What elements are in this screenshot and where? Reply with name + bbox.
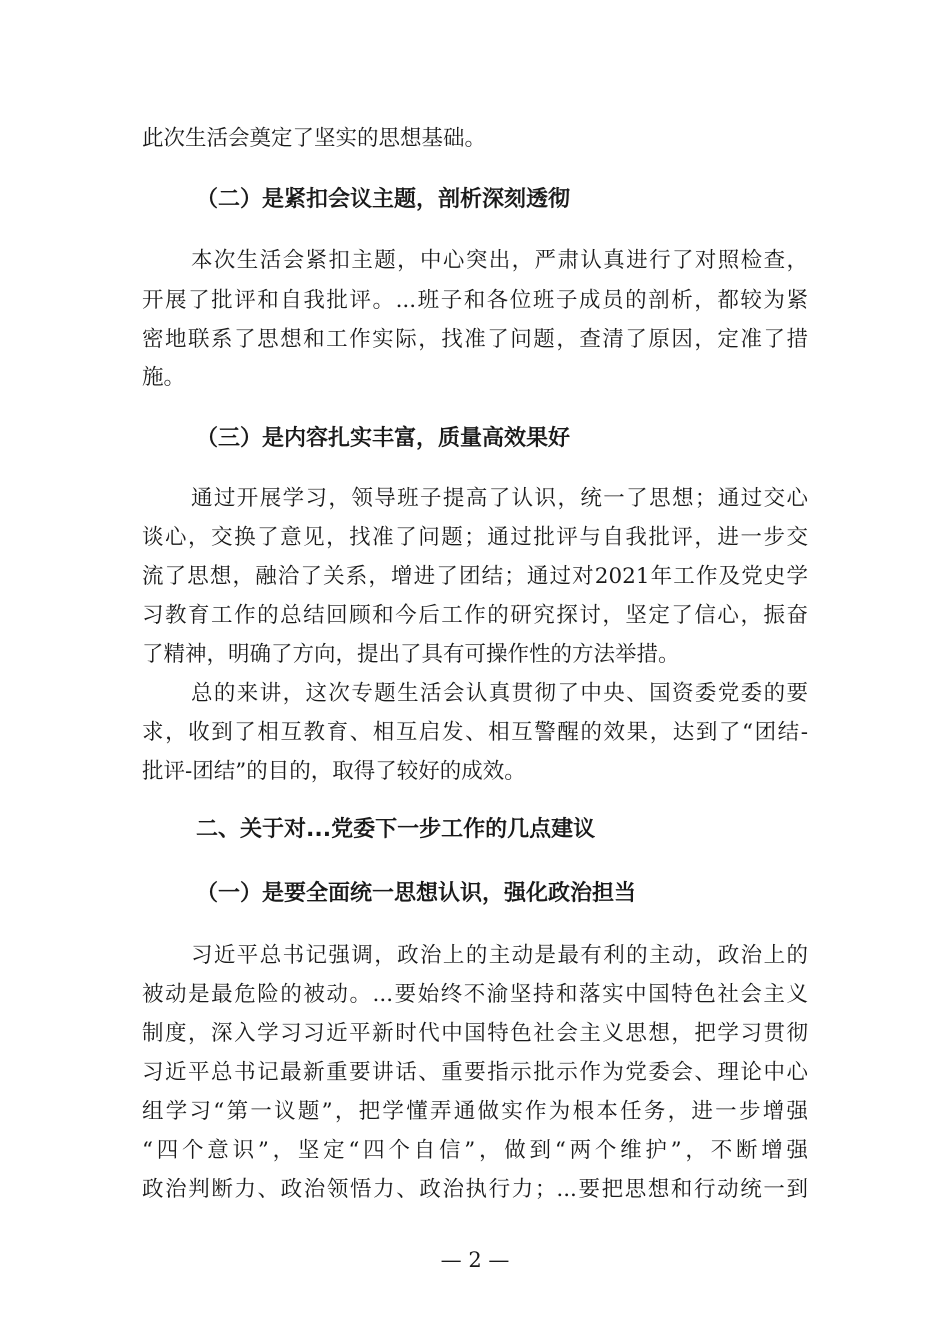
paragraph-line: 了精神，明确了方向，提出了具有可操作性的方法举措。 (142, 642, 680, 667)
paragraph-line: 本次生活会紧扣主题，中心突出，严肃认真进行了对照检查， (191, 248, 808, 273)
subsection-heading: （二）是紧扣会议主题，剖析深刻透彻 (196, 187, 571, 212)
paragraph-line: 通过开展学习，领导班子提高了认识，统一了思想；通过交心 (191, 486, 808, 511)
page-number: — 2 — (440, 1248, 510, 1272)
paragraph-line: 习近平总书记最新重要讲话、重要指示批示作为党委会、理论中心 (142, 1060, 808, 1085)
paragraph-line: 施。 (142, 365, 186, 390)
paragraph-line: 求，收到了相互教育、相互启发、相互警醒的效果，达到了“团结- (142, 720, 808, 745)
paragraph-line: 批评-团结”的目的，取得了较好的成效。 (142, 759, 526, 784)
paragraph-line: 习教育工作的总结回顾和今后工作的研究探讨，坚定了信心，振奋 (142, 603, 808, 628)
paragraph-line: 总的来讲，这次专题生活会认真贯彻了中央、国资委党委的要 (191, 681, 808, 706)
section-heading: 二、关于对...党委下一步工作的几点建议 (196, 817, 596, 842)
paragraph-line: 流了思想，融洽了关系，增进了团结；通过对2021年工作及党史学 (142, 564, 808, 589)
paragraph-line: 开展了批评和自我批评。...班子和各位班子成员的剖析，都较为紧 (142, 288, 808, 313)
paragraph-line: 被动是最危险的被动。...要始终不渝坚持和落实中国特色社会主义 (142, 982, 808, 1007)
subsection-heading: （一）是要全面统一思想认识，强化政治担当 (196, 881, 637, 906)
paragraph-line: 制度，深入学习习近平新时代中国特色社会主义思想，把学习贯彻 (142, 1021, 808, 1046)
paragraph-line: 此次生活会奠定了坚实的思想基础。 (142, 126, 487, 151)
paragraph-line: 密地联系了思想和工作实际，找准了问题，查清了原因，定准了措 (142, 327, 808, 352)
paragraph-line: 谈心，交换了意见，找准了问题；通过批评与自我批评，进一步交 (142, 525, 808, 550)
paragraph-line: 组学习“第一议题”，把学懂弄通做实作为根本任务，进一步增强 (142, 1099, 808, 1124)
subsection-heading: （三）是内容扎实丰富，质量高效果好 (196, 426, 571, 451)
paragraph-line: 习近平总书记强调，政治上的主动是最有利的主动，政治上的 (191, 943, 808, 968)
paragraph-line: “四个意识”，坚定“四个自信”，做到“两个维护”，不断增强 (142, 1138, 808, 1163)
paragraph-line: 政治判断力、政治领悟力、政治执行力；...要把思想和行动统一到 (142, 1177, 808, 1202)
